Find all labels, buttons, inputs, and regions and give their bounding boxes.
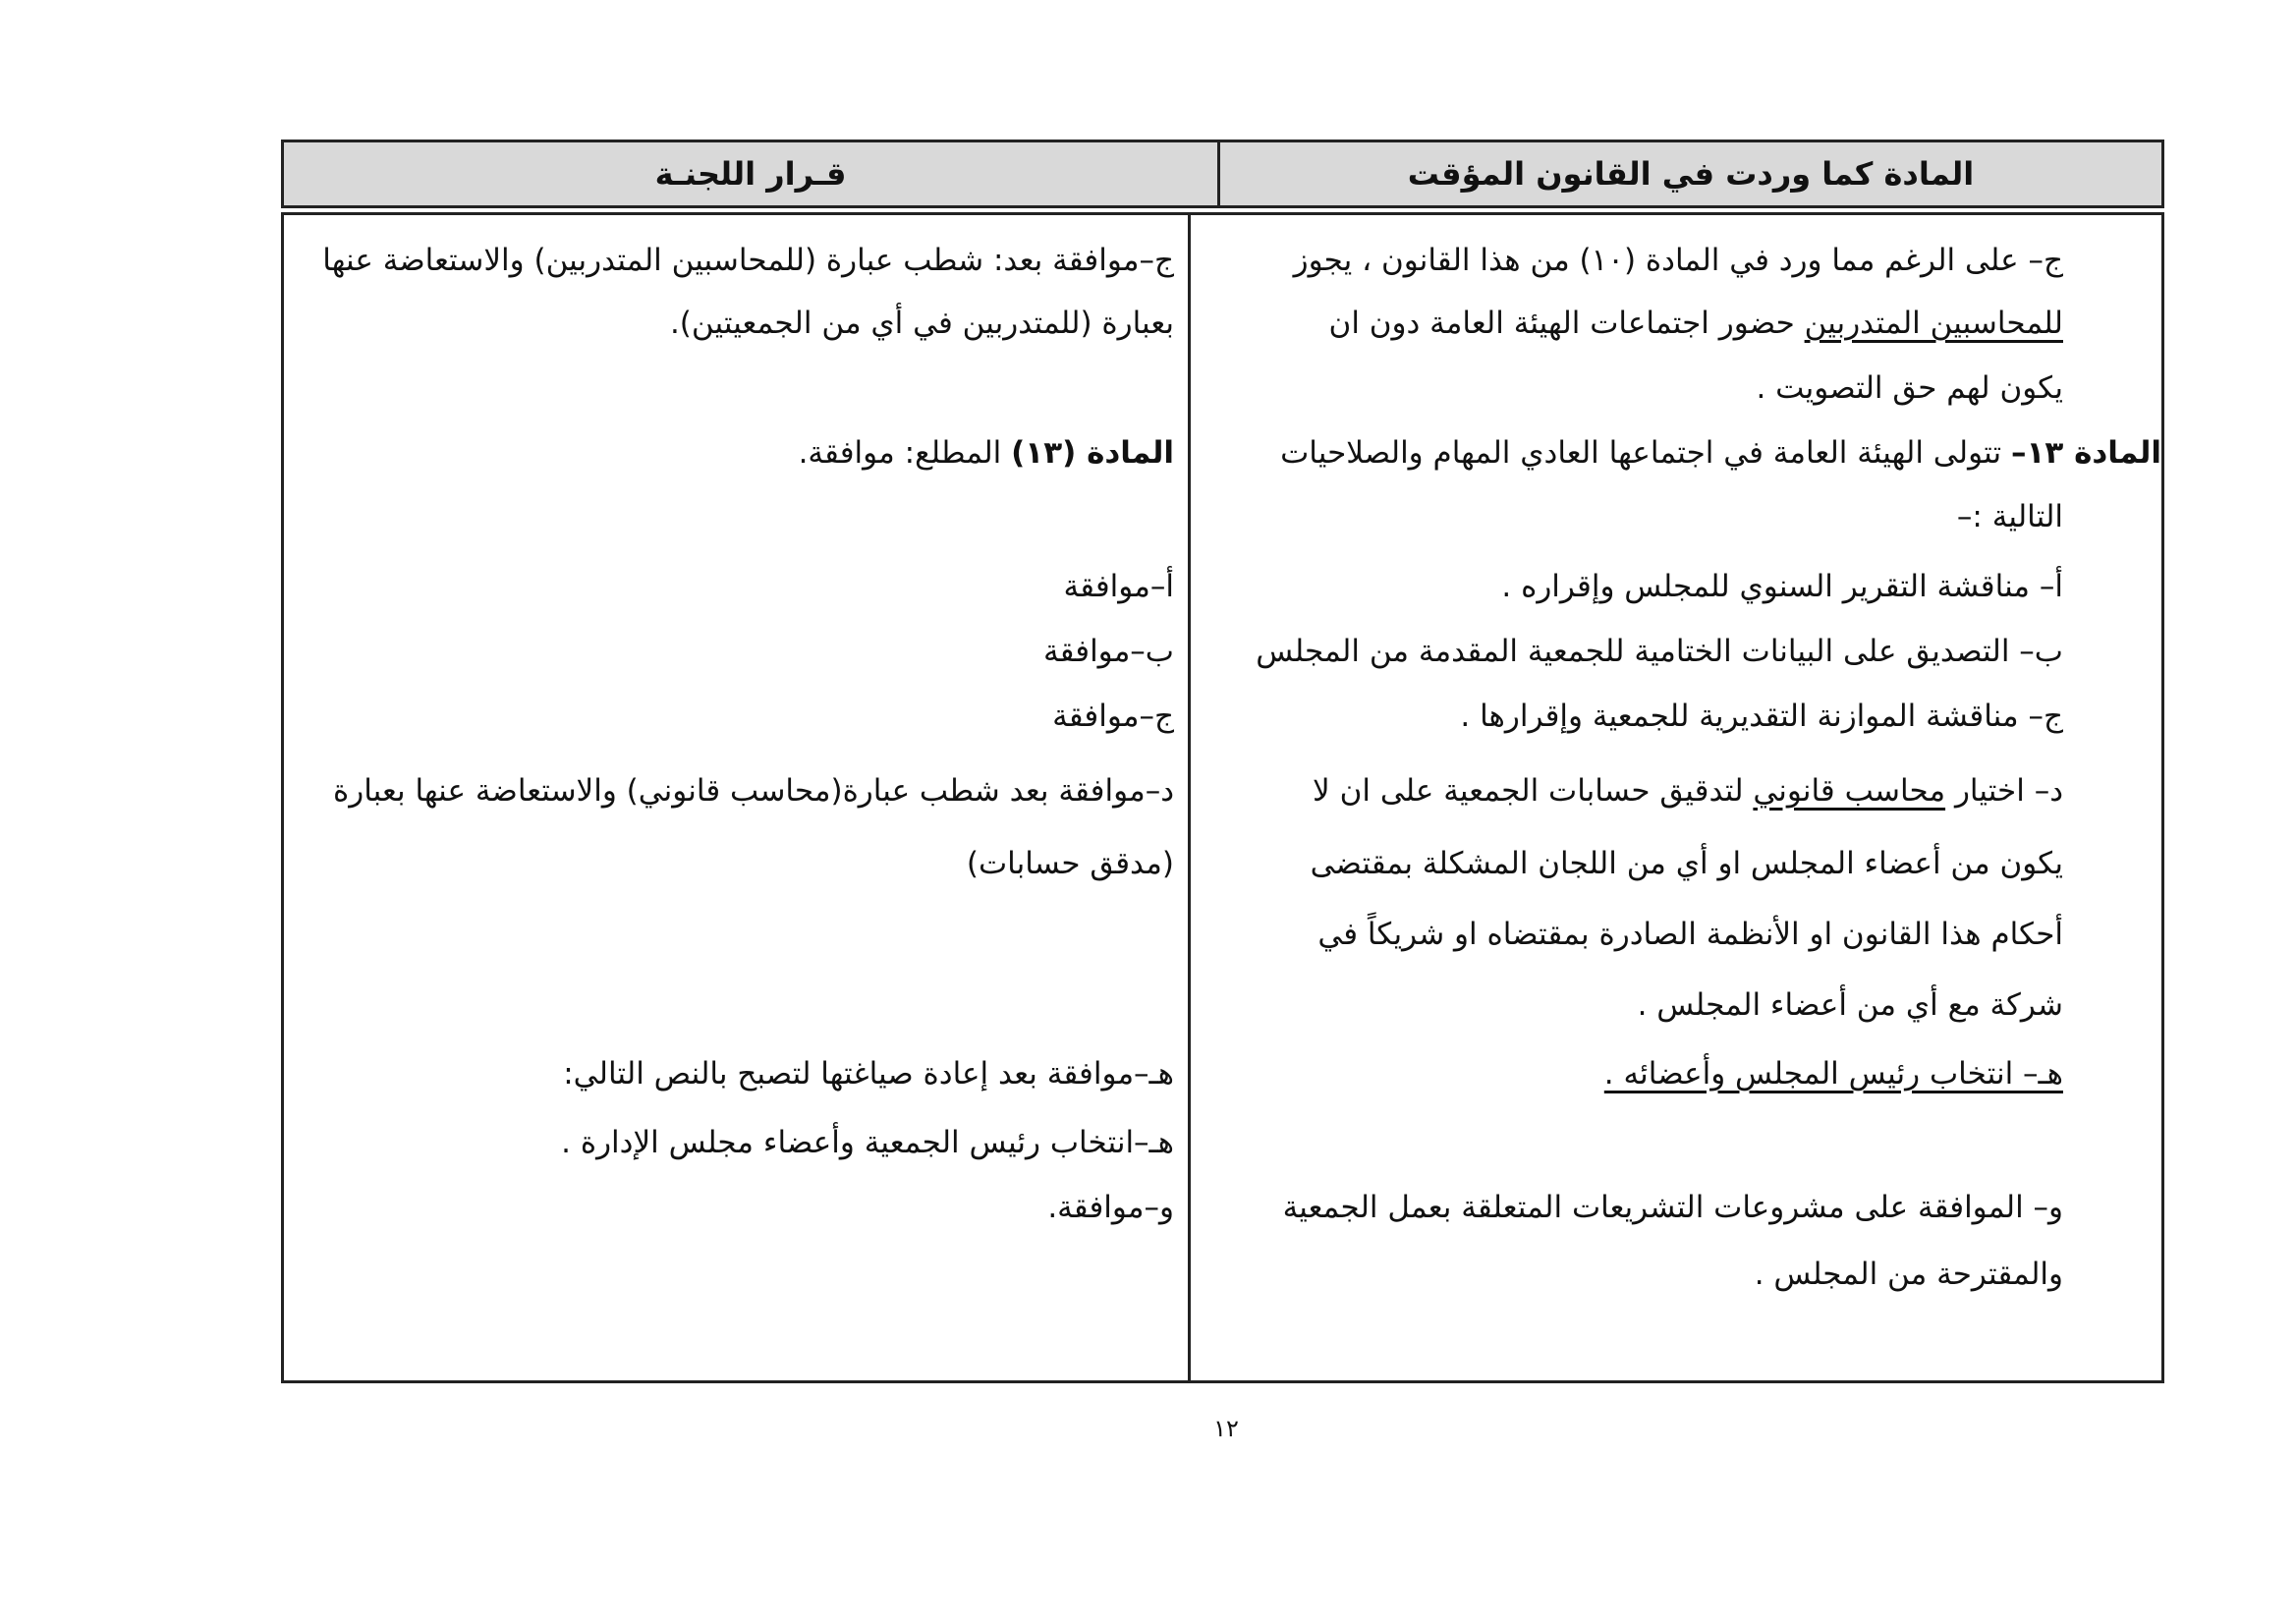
- law-line: للمحاسبين المتدربين حضور اجتماعات الهيئة العامة دون ان: [1328, 306, 2063, 341]
- law-line: ب– التصديق على البيانات الختامية للجمعية المقدمة من المجلس: [1256, 634, 2063, 669]
- law-line: أ– مناقشة التقرير السنوي للمجلس وإقراره .: [1501, 569, 2063, 604]
- law-line: ج– على الرغم مما ورد في المادة (١٠) من هذا القانون ، يجوز: [1293, 243, 2063, 278]
- law-column-header: [1217, 142, 2161, 205]
- decision-column-title: قـرار اللجنـة: [654, 155, 847, 193]
- underlined-term: محاسب قانوني: [1753, 773, 1946, 809]
- decision-column: [284, 215, 1188, 1380]
- law-line: المادة ١٣– تتولى الهيئة العامة في اجتماعها العادي المهام والصلاحيات: [1280, 435, 2161, 471]
- law-line: هـ– انتخاب رئيس المجلس وأعضائه .: [1603, 1056, 2063, 1092]
- page-number: ١٢: [1213, 1415, 1239, 1442]
- decision-column-header: [284, 142, 1217, 205]
- law-line: أحكام هذا القانون او الأنظمة الصادرة بمقتضاه او شريكاً في: [1317, 917, 2063, 952]
- article-label: المادة (١٣): [1011, 435, 1174, 471]
- law-line: يكون لهم حق التصويت .: [1756, 370, 2063, 406]
- underlined-term: للمحاسبين المتدربين: [1804, 306, 2063, 341]
- decision-line: هـ–موافقة بعد إعادة صياغتها لتصبح بالنص التالي:: [563, 1056, 1174, 1092]
- article-label: المادة ١٣–: [2010, 435, 2161, 471]
- decision-line: ج–موافقة بعد: شطب عبارة (للمحاسبين المتدربين) والاستعاضة عنها: [322, 243, 1174, 278]
- law-line: والمقترحة من المجلس .: [1754, 1257, 2063, 1292]
- law-line: يكون من أعضاء المجلس او أي من اللجان المشكلة بمقتضى: [1310, 846, 2063, 881]
- decision-line: ب–موافقة: [1042, 634, 1174, 669]
- table-body: [281, 212, 2164, 1383]
- law-column: [1188, 215, 2161, 1380]
- table-header: [281, 140, 2164, 208]
- law-line: ج– مناقشة الموازنة التقديرية للجمعية وإقرارها .: [1460, 699, 2063, 734]
- decision-line: (مدقق حسابات): [966, 846, 1174, 881]
- law-line: شركة مع أي من أعضاء المجلس .: [1637, 987, 2063, 1023]
- decision-line: و–موافقة.: [1047, 1190, 1174, 1225]
- law-line: التالية :–: [1956, 499, 2063, 534]
- decision-line: ج–موافقة: [1052, 699, 1174, 734]
- decision-line: هـ–انتخاب رئيس الجمعية وأعضاء مجلس الإدارة .: [561, 1125, 1174, 1160]
- law-column-title: المادة كما وردت في القانون المؤقت: [1407, 155, 1975, 193]
- decision-line: أ–موافقة: [1063, 569, 1174, 604]
- law-line: و– الموافقة على مشروعات التشريعات المتعلقة بعمل الجمعية: [1282, 1190, 2063, 1225]
- law-line: د– اختيار محاسب قانوني لتدقيق حسابات الجمعية على ان لا: [1313, 773, 2063, 809]
- decision-line: المادة (١٣) المطلع: موافقة.: [798, 435, 1174, 471]
- decision-line: د–موافقة بعد شطب عبارة(محاسب قانوني) والاستعاضة عنها بعبارة: [333, 773, 1174, 809]
- decision-line: بعبارة (للمتدربين في أي من الجمعيتين).: [669, 306, 1174, 341]
